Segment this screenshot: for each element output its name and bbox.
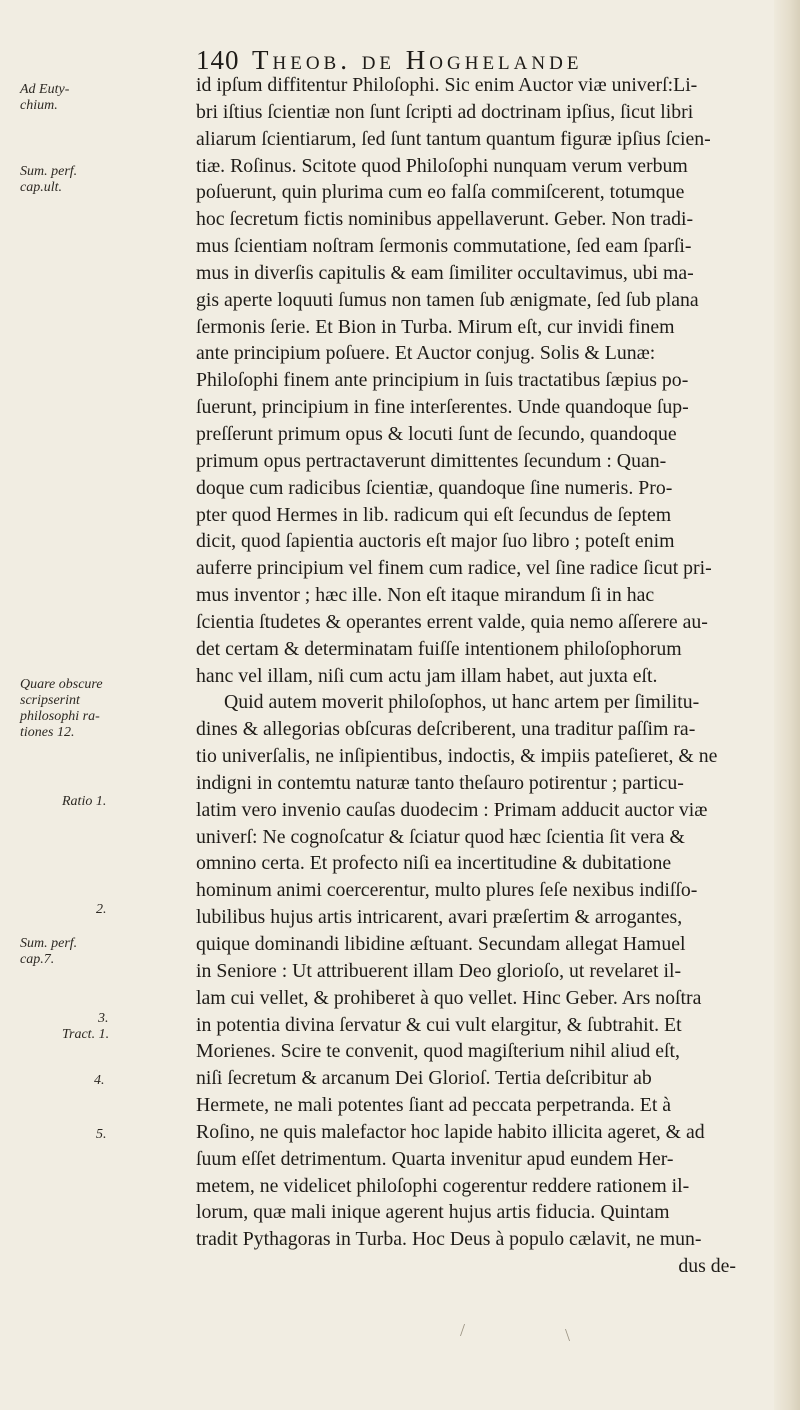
text-line: Philoſophi finem ante principium in ſuis tractatibus ſæpius po- <box>196 369 689 392</box>
text-line: hoc ſecretum fictis nominibus appellaverunt. Geber. Non tradi- <box>196 208 694 231</box>
text-line: mus inventor ; hæc ille. Non eſt itaque mirandum ſi in hac <box>196 584 655 607</box>
text-line: omnino certa. Et profecto niſi ea incertitudine & dubitatione <box>196 852 672 875</box>
text-line: Roſino, ne quis malefactor hoc lapide habito illicita ageret, & ad <box>196 1120 705 1143</box>
text-line: Hermete, ne mali potentes ſiant ad peccata perpetranda. Et à <box>196 1094 672 1117</box>
text-line: niſi ſecretum & arcanum Dei Glorioſ. Tertia deſcribitur ab <box>196 1067 652 1090</box>
margin-note-sum-perf: Sum. perf. cap.ult. <box>20 164 78 195</box>
text-line: univerſ: Ne cognoſcatur & ſciatur quod hæc ſcientia ſit vera & <box>196 825 685 848</box>
text-line: metem, ne videlicet philoſophi cogerentur reddere rationem il- <box>196 1174 690 1197</box>
text-line: Quid autem moverit philoſophos, ut hanc artem per ſimilitu- <box>224 691 700 714</box>
text-line: id ipſum diffitentur Philoſophi. Sic enim Auctor viæ univerſ:Li- <box>196 74 698 96</box>
margin-note-ratio-4: 4. <box>94 1073 105 1088</box>
margin-note-ratio-2: 2. <box>96 902 107 917</box>
text-line: auferre principium vel finem cum radice, vel ſine radice ſicut pri- <box>196 557 712 580</box>
margin-note-sum-perf-cap7: Sum. perf. cap.7. <box>20 936 78 967</box>
text-line: lam cui vellet, & prohiberet à quo vellet. Hinc Geber. Ars noſtra <box>196 986 702 1009</box>
text-line: hanc vel illam, niſi cum actu jam illam habet, aut juxta eſt. <box>196 664 658 687</box>
body-text <box>196 72 764 1280</box>
text-line: ante principium poſuere. Et Auctor conjug. Solis & Lunæ: <box>196 342 656 365</box>
text-line: in potentia divina ſervatur & cui vult elargitur, & ſubtrahit. Et <box>196 1013 682 1036</box>
text-line: ſermonis ſerie. Et Bion in Turba. Mirum eſt, cur invidi finem <box>196 315 675 338</box>
text-line: pter quod Hermes in lib. radicum qui eſt ſecundus de ſeptem <box>196 503 672 526</box>
text-line: primum opus pertractaverunt dimittentes ſecundum : Quan- <box>196 449 667 472</box>
text-line: ſuum eſſet detrimentum. Quarta invenitur apud eundem Her- <box>196 1147 674 1170</box>
text-line: indigni in contemtu naturæ tanto theſauro potirentur ; particu- <box>196 771 684 794</box>
text-line: lubilibus hujus artis intricarent, avari præſertim & arrogantes, <box>196 906 683 929</box>
text-line: latim vero invenio cauſas duodecim : Primam adducit auctor viæ <box>196 798 708 821</box>
text-line: aliarum ſcientiarum, ſed ſunt tantum quantum figuræ ipſius ſcien- <box>196 127 711 150</box>
margin-note-ratio-5: 5. <box>96 1127 107 1142</box>
text-line: det certam & determinatam fuiſſe intentionem philoſophorum <box>196 637 682 660</box>
text-line: in Seniore : Ut attribuerent illam Deo glorioſo, ut revelaret il- <box>196 959 682 982</box>
margin-note-ratio-3: 3. Tract. 1. <box>62 1011 110 1042</box>
text-line: quique dominandi libidine æſtuant. Secundam allegat Hamuel <box>196 933 686 955</box>
text-line: bri iſtius ſcientiæ non ſunt ſcripti ad doctrinam ipſius, ſicut libri <box>196 100 694 123</box>
text-line: mus ſcientiam noſtram ſermonis commutatione, ſed eam ſparſi- <box>196 235 692 258</box>
text-line: tiæ. Roſinus. Scitote quod Philoſophi nunquam verum verbum <box>196 154 688 177</box>
catchword: dus de- <box>678 1255 736 1278</box>
text-line: ſcientia ſtudetes & operantes errent valde, quia nemo aſſerere au- <box>196 610 708 633</box>
page-edge <box>774 0 800 1410</box>
text-line: doque cum radicibus ſcientiæ, quandoque ſine numeris. Pro- <box>196 476 673 499</box>
text-line: ſuerunt, principium in fine interſerentes. Unde quandoque ſup- <box>196 396 689 419</box>
text-line: lorum, quæ mali inique agerent hujus artis fiducia. Quintam <box>196 1201 670 1224</box>
running-head: Theob. de Hoghelande <box>252 45 583 75</box>
text-line: gis aperte loquuti ſumus non tamen ſub ænigmate, ſed ſub plana <box>196 288 699 311</box>
text-line: tio univerſalis, ne inſipientibus, indoctis, & impiis pateſieret, & ne <box>196 745 718 768</box>
text-line: poſuerunt, quin plurima cum eo falſa commiſcerent, totumque <box>196 181 685 204</box>
text-line: tradit Pythagoras in Turba. Hoc Deus à populo cælavit, ne mun- <box>196 1228 702 1251</box>
text-line: mus in diverſis capitulis & eam ſimiliter occultavimus, ubi ma- <box>196 261 694 284</box>
text-line: Morienes. Scire te convenit, quod magiſterium nihil aliud eſt, <box>196 1040 680 1063</box>
text-line: preſſerunt primum opus & locuti ſunt de ſecundo, quandoque <box>196 422 677 445</box>
ink-speck: \ <box>565 1325 571 1345</box>
ink-speck: / <box>460 1320 466 1340</box>
margin-note-ad-eutychium: Ad Euty- chium. <box>20 82 70 113</box>
margin-note-ratio-1: Ratio 1. <box>62 794 107 809</box>
text-line: hominum animi coercerentur, multo plures ſeſe nexibus indiſſo- <box>196 879 698 902</box>
margin-note-quare-obscure: Quare obscure scripserint philosophi ra- tiones 12. <box>20 677 103 740</box>
text-line: dicit, quod ſapientia auctoris eſt major ſuo libro ; poteſt enim <box>196 530 675 553</box>
page-number: 140 <box>196 45 240 75</box>
text-line: dines & allegorias obſcuras deſcriberent, una traditur paſſim ra- <box>196 718 696 741</box>
